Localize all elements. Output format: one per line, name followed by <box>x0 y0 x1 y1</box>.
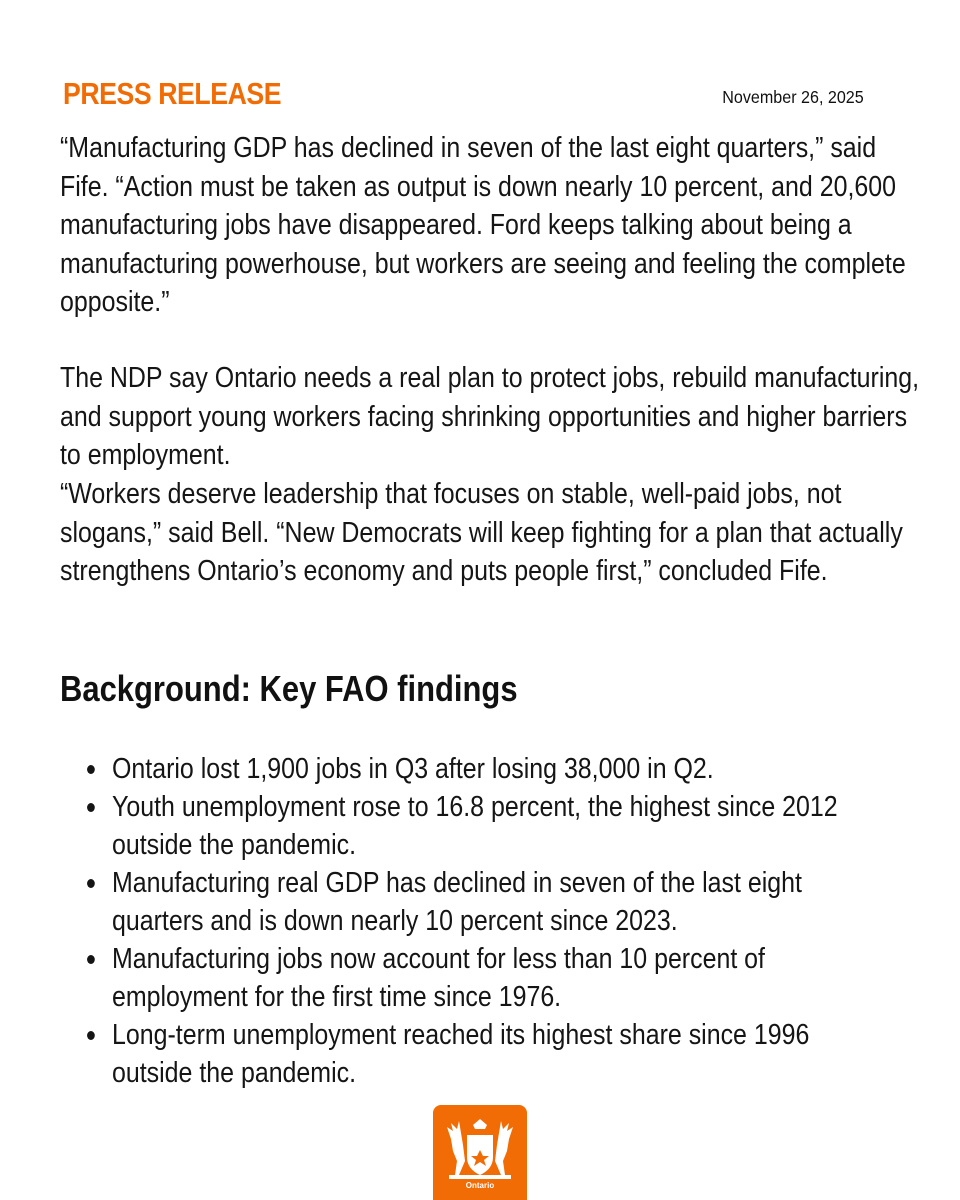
paragraph-quote-bell: “Workers deserve leadership that focuses on stable, well-paid jobs, not slogans,” said Bell. “New Democrats will keep fighting for a plan that actually strengthens Ontario’s economy and puts people first,” concluded Fife. <box>60 478 903 587</box>
finding-text: Long-term unemployment reached its highest share since 1996 outside the pandemic. <box>112 1019 810 1089</box>
ontario-logo <box>433 1105 527 1200</box>
bullet-icon <box>87 1031 95 1040</box>
finding-text: Manufacturing jobs now account for less than 10 percent of employment for the first time since 1976. <box>112 943 765 1013</box>
finding-item <box>112 750 886 788</box>
finding-text: Manufacturing real GDP has declined in seven of the last eight quarters and is down nearly 10 percent since 2023. <box>112 867 802 937</box>
finding-item <box>112 788 886 864</box>
bullet-icon <box>87 765 95 774</box>
paragraph-quote-fife: “Manufacturing GDP has declined in seven of the last eight quarters,” said Fife. “Action must be taken as output is down nearly 10 percent, and 20,600 manufacturing jobs have disappeared. Ford keeps talking about being a manufacturing powerhouse, but workers are seeing and feeling the complete opposite.” <box>60 132 906 318</box>
finding-item <box>112 1016 886 1092</box>
finding-item <box>112 864 886 940</box>
bullet-icon <box>87 879 95 888</box>
finding-text: Ontario lost 1,900 jobs in Q3 after losing 38,000 in Q2. <box>112 753 714 785</box>
bullet-icon <box>87 955 95 964</box>
finding-text: Youth unemployment rose to 16.8 percent, the highest since 2012 outside the pandemic. <box>112 791 838 861</box>
release-date: November 26, 2025 <box>722 87 864 107</box>
findings-list <box>112 750 886 1092</box>
bullet-icon <box>87 803 95 812</box>
background-heading: Background: Key FAO findings <box>60 668 518 709</box>
press-release-title: PRESS RELEASE <box>63 76 282 111</box>
finding-item <box>112 940 886 1016</box>
paragraph-ndp-plan: The NDP say Ontario needs a real plan to protect jobs, rebuild manufacturing, and support young workers facing shrinking opportunities and higher barriers to employment. <box>60 362 920 471</box>
logo-wordmark: Ontario <box>465 1181 495 1190</box>
